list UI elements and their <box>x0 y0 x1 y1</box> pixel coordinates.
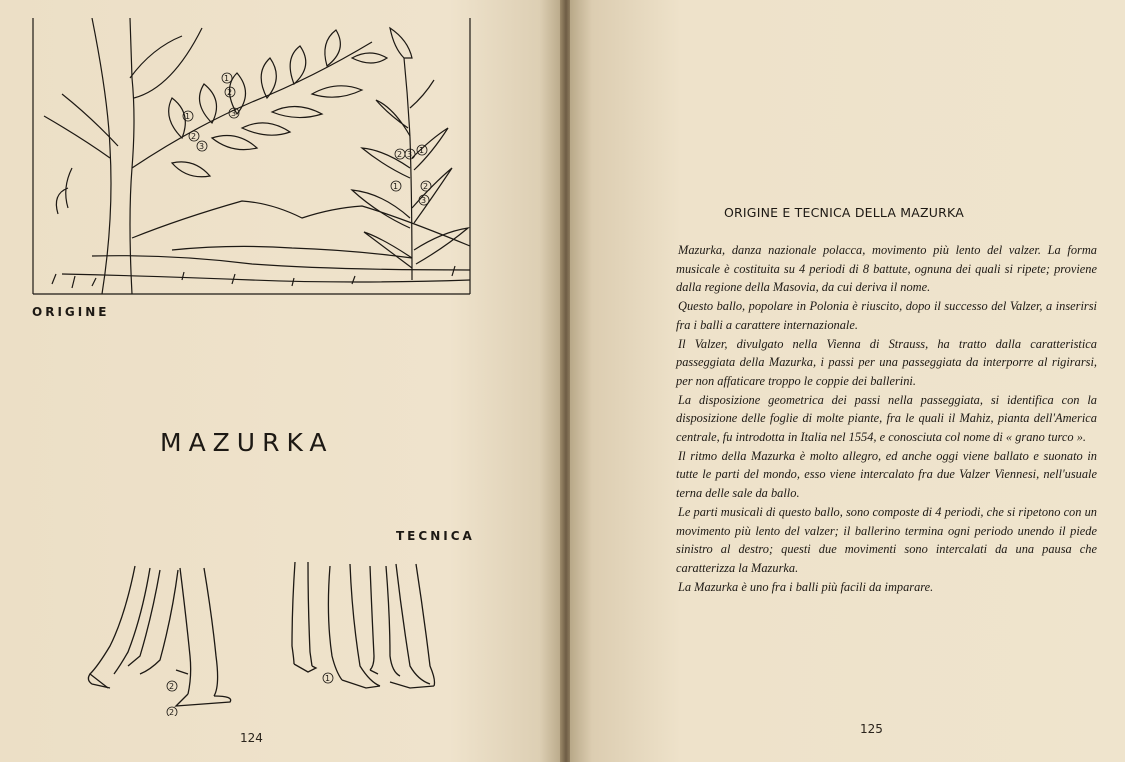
page-number-right: 125 <box>860 722 883 736</box>
paragraph: Mazurka, danza nazionale polacca, movimento più lento del valzer. La forma musicale è costituita su 4 periodi di 8 battute, ognuna dei quali si ripete; proviene dalla regione della Masovia, da cui deriva il nome. <box>676 243 1097 295</box>
marker-text: 1 <box>224 74 230 83</box>
marker-text: 2 <box>397 150 403 159</box>
page-number-left: 124 <box>240 731 263 745</box>
dance-steps-illustration <box>80 556 450 716</box>
marker-text: 2 <box>169 708 175 716</box>
marker-text: 1 <box>419 146 425 155</box>
marker-text: 3 <box>199 142 205 151</box>
page-title: MAZURKA <box>160 428 334 457</box>
tecnica-label: TECNICA <box>396 529 475 543</box>
marker-text: 2 <box>191 132 197 141</box>
paragraph: La disposizione geometrica dei passi nella passeggiata, si identifica con la disposizione delle foglie di molte piante, fra le quali il Mahiz, pianta dell'America centrale, fu introdotta in Italia nel 1554, e conosciuta col nome di « grano turco ». <box>676 392 1097 445</box>
paragraph: Il Valzer, divulgato nella Vienna di Strauss, ha tratto dalla caratteristica passeggiata della Mazurka, i passi per una passeggiata da interporre al rigirarsi, per non affaticare troppo le coppie dei ballerini. <box>676 336 1097 388</box>
marker-text: 1 <box>393 182 399 191</box>
left-page <box>0 0 562 762</box>
marker-text: 2 <box>423 182 429 191</box>
paragraph: Le parti musicali di questo ballo, sono composte di 4 periodi, che si ripetono con un movimento più lento del valzer; il ballerino termina ogni periodo unendo il piede sinistro al destro; questi due movimenti sono intercalati da una pausa che caratterizza la Mazurka. <box>676 504 1097 575</box>
marker-text: 2 <box>169 682 175 691</box>
marker-text: 3 <box>231 109 237 118</box>
marker-text: 3 <box>421 196 427 205</box>
marker-text: 1 <box>185 112 191 121</box>
origine-label: ORIGINE <box>32 305 110 319</box>
paragraph: Il ritmo della Mazurka è molto allegro, ed anche oggi viene ballato e suonato in tutte le parti del mondo, esso viene intercalato fra due Valzer Viennesi, nell'usuale terna delle sale da ballo. <box>676 448 1097 501</box>
paragraph: La Mazurka è uno fra i balli più facili da imparare. <box>678 579 934 594</box>
paragraph: Questo ballo, popolare in Polonia è riuscito, dopo il successo del Valzer, a inserirsi fra i balli a carattere internazionale. <box>676 299 1097 332</box>
article-body <box>676 241 1097 596</box>
marker-text: 1 <box>325 674 331 683</box>
marker-text: 2 <box>227 88 233 97</box>
origine-illustration <box>32 18 472 296</box>
article-heading: ORIGINE E TECNICA DELLA MAZURKA <box>724 205 964 220</box>
marker-text: 3 <box>407 150 413 159</box>
